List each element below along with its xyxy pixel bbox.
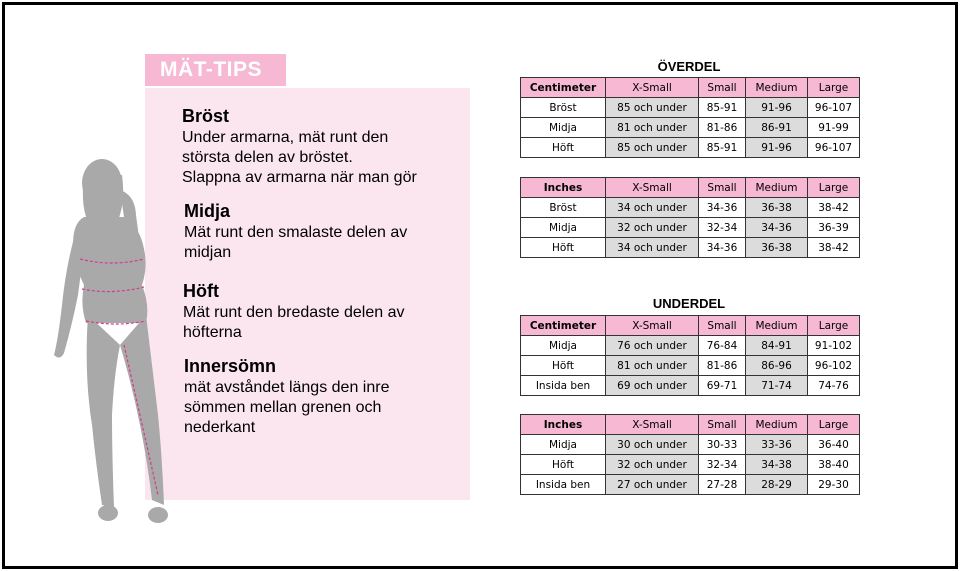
table-cell: 38-42 — [808, 238, 860, 258]
table-cell: 96-107 — [808, 138, 860, 158]
table-cell: 81 och under — [606, 118, 699, 138]
table-row — [521, 118, 860, 138]
tip-line: nederkant — [184, 419, 256, 436]
overdel-title: ÖVERDEL — [657, 59, 721, 74]
table-row — [521, 336, 860, 356]
row-label: Höft — [521, 356, 606, 376]
tip-body-hoft — [183, 303, 453, 343]
tip-line: midjan — [184, 244, 232, 261]
table-cell: 71-74 — [746, 376, 808, 396]
tips-title: MÄT-TIPS — [160, 58, 262, 81]
table-cell: 38-40 — [808, 455, 860, 475]
table-cell: 33-36 — [746, 435, 808, 455]
table-cell: 36-38 — [746, 238, 808, 258]
table-cell: 36-38 — [746, 198, 808, 218]
row-label: Midja — [521, 336, 606, 356]
table-row — [521, 356, 860, 376]
table-row — [521, 376, 860, 396]
tip-body-brost — [182, 128, 452, 188]
header-cell: X-Small — [606, 316, 699, 336]
tip-line: Mät runt den bredaste delen av — [183, 304, 405, 321]
header-cell: Medium — [746, 316, 808, 336]
row-label: Höft — [521, 455, 606, 475]
table-cell: 86-91 — [746, 118, 808, 138]
table-cell: 32-34 — [699, 455, 746, 475]
tip-body-innersomn — [184, 378, 454, 438]
tip-heading-hoft: Höft — [183, 281, 219, 301]
row-label: Bröst — [521, 98, 606, 118]
header-cell: Centimeter — [521, 78, 606, 98]
table-cell: 85 och under — [606, 98, 699, 118]
tip-line: sömmen mellan grenen och — [184, 399, 382, 416]
row-label: Höft — [521, 138, 606, 158]
table-cell: 91-102 — [808, 336, 860, 356]
tip-heading-innersomn: Innersömn — [184, 356, 277, 376]
table-cell: 91-99 — [808, 118, 860, 138]
header-cell: X-Small — [606, 78, 699, 98]
table-cell: 85 och under — [606, 138, 699, 158]
tip-line: Under armarna, mät runt den — [182, 129, 389, 146]
table-cell: 30-33 — [699, 435, 746, 455]
table-cell: 32 och under — [606, 455, 699, 475]
table-cell: 69-71 — [699, 376, 746, 396]
header-cell: Medium — [746, 415, 808, 435]
table-cell: 27 och under — [606, 475, 699, 495]
table-row — [521, 98, 860, 118]
overdel-inches-table — [520, 177, 860, 258]
header-cell: Small — [699, 78, 746, 98]
header-cell: X-Small — [606, 415, 699, 435]
table-cell: 32 och under — [606, 218, 699, 238]
overdel-cm-table — [520, 77, 860, 158]
table-cell: 74-76 — [808, 376, 860, 396]
table-cell: 34-36 — [746, 218, 808, 238]
table-cell: 34-36 — [699, 238, 746, 258]
table-cell: 76-84 — [699, 336, 746, 356]
row-label: Insida ben — [521, 376, 606, 396]
header-cell: Large — [808, 415, 860, 435]
table-cell: 81 och under — [606, 356, 699, 376]
table-cell: 38-42 — [808, 198, 860, 218]
tip-heading-midja: Midja — [184, 201, 231, 221]
table-header-row — [521, 78, 860, 98]
row-label: Insida ben — [521, 475, 606, 495]
header-cell: Small — [699, 178, 746, 198]
table-cell: 34-38 — [746, 455, 808, 475]
table-cell: 29-30 — [808, 475, 860, 495]
header-cell: Inches — [521, 178, 606, 198]
table-cell: 32-34 — [699, 218, 746, 238]
table-cell: 96-102 — [808, 356, 860, 376]
table-cell: 27-28 — [699, 475, 746, 495]
table-row — [521, 238, 860, 258]
table-cell: 34 och under — [606, 198, 699, 218]
tip-line: största delen av bröstet. — [182, 149, 353, 166]
header-cell: Medium — [746, 178, 808, 198]
table-cell: 91-96 — [746, 138, 808, 158]
woman-silhouette-icon — [40, 155, 180, 535]
table-cell: 34-36 — [699, 198, 746, 218]
table-cell: 76 och under — [606, 336, 699, 356]
header-cell: Medium — [746, 78, 808, 98]
table-row — [521, 435, 860, 455]
table-row — [521, 218, 860, 238]
tip-line: Mät runt den smalaste delen av — [184, 224, 408, 241]
table-cell: 86-96 — [746, 356, 808, 376]
table-row — [521, 198, 860, 218]
table-cell: 84-91 — [746, 336, 808, 356]
header-cell: Large — [808, 178, 860, 198]
underdel-title: UNDERDEL — [652, 296, 726, 311]
header-cell: X-Small — [606, 178, 699, 198]
underdel-cm-table — [520, 315, 860, 396]
tip-line: Slappna av armarna när man gör — [182, 169, 417, 186]
table-cell: 28-29 — [746, 475, 808, 495]
row-label: Midja — [521, 435, 606, 455]
tip-heading-brost: Bröst — [182, 106, 230, 126]
underdel-inches-table — [520, 414, 860, 495]
header-cell: Large — [808, 316, 860, 336]
table-cell: 91-96 — [746, 98, 808, 118]
table-cell: 36-40 — [808, 435, 860, 455]
header-cell: Small — [699, 316, 746, 336]
table-cell: 96-107 — [808, 98, 860, 118]
table-cell: 85-91 — [699, 138, 746, 158]
table-cell: 81-86 — [699, 356, 746, 376]
row-label: Midja — [521, 118, 606, 138]
tip-line: höfterna — [183, 324, 242, 341]
table-row — [521, 138, 860, 158]
table-header-row — [521, 178, 860, 198]
table-row — [521, 475, 860, 495]
table-cell: 34 och under — [606, 238, 699, 258]
tip-line: mät avståndet längs den inre — [184, 379, 390, 396]
header-cell: Inches — [521, 415, 606, 435]
table-header-row — [521, 316, 860, 336]
header-cell: Large — [808, 78, 860, 98]
tip-body-midja — [184, 223, 454, 263]
row-label: Midja — [521, 218, 606, 238]
table-cell: 36-39 — [808, 218, 860, 238]
table-cell: 85-91 — [699, 98, 746, 118]
row-label: Bröst — [521, 198, 606, 218]
table-header-row — [521, 415, 860, 435]
header-cell: Centimeter — [521, 316, 606, 336]
row-label: Höft — [521, 238, 606, 258]
table-cell: 81-86 — [699, 118, 746, 138]
table-cell: 30 och under — [606, 435, 699, 455]
header-cell: Small — [699, 415, 746, 435]
table-row — [521, 455, 860, 475]
table-cell: 69 och under — [606, 376, 699, 396]
